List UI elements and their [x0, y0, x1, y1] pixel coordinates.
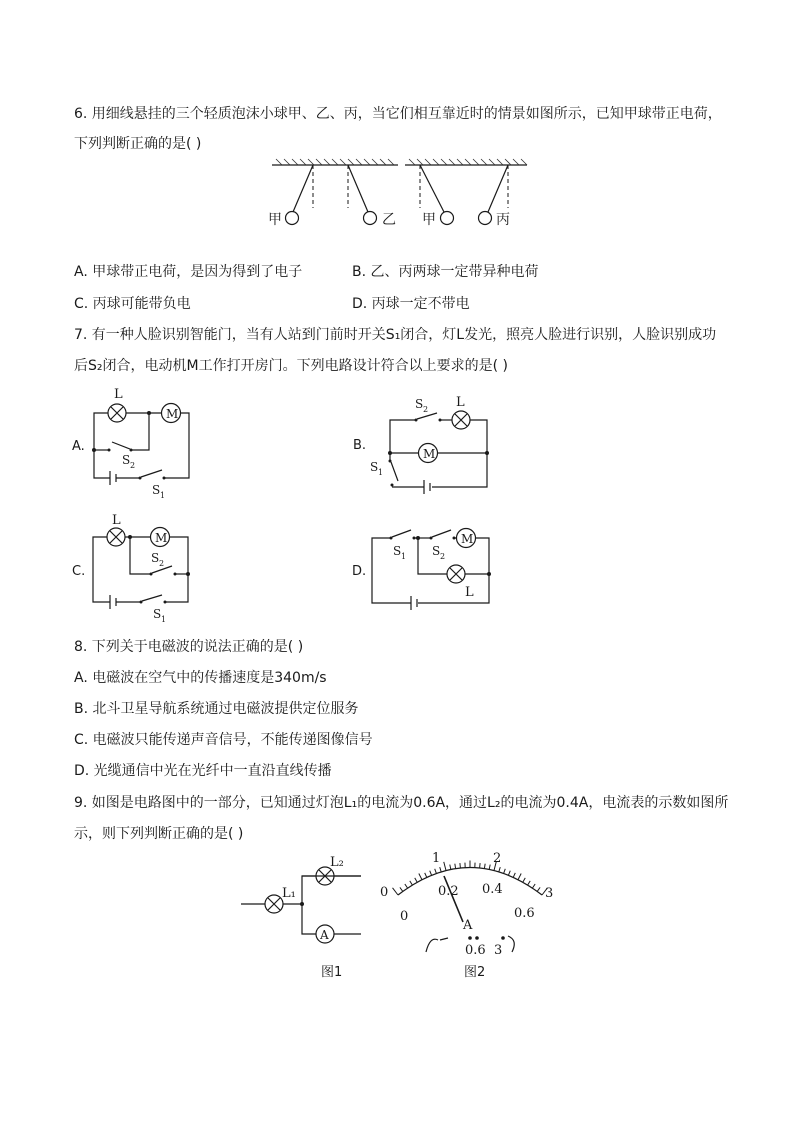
dial-tick [440, 867, 441, 872]
svg-text:B.: B. [353, 438, 367, 453]
svg-text:L: L [114, 387, 123, 402]
dial-tick [489, 865, 490, 870]
svg-text:S: S [370, 460, 379, 474]
svg-text:3: 3 [494, 943, 503, 958]
svg-text:2: 2 [440, 552, 446, 561]
q9-stem-line2: 示，则下列判断正确的是( ) [74, 826, 244, 842]
svg-text:S: S [152, 483, 161, 497]
svg-text:2: 2 [159, 559, 165, 568]
dial-tick [430, 871, 432, 876]
svg-text:1: 1 [401, 552, 407, 561]
svg-text:S: S [393, 544, 402, 558]
q9-stem-line1: 9. 如图是电路图中的一部分，已知通过灯泡L₁的电流为0.6A，通过L₂的电流为0.4A，电流表的示数如图所 [74, 795, 729, 811]
dial-tick [425, 873, 427, 878]
svg-text:0: 0 [400, 909, 409, 924]
dial-tick [435, 869, 437, 874]
q8-option-b: B. 北斗卫星导航系统通过电磁波提供定位服务 [74, 701, 359, 717]
dial-tick [537, 887, 540, 891]
svg-text:L: L [465, 585, 474, 600]
svg-text:M: M [166, 407, 179, 421]
q6-option-c: C. 丙球可能带负电 [74, 296, 191, 312]
svg-text:D.: D. [352, 564, 367, 579]
svg-text:S: S [432, 544, 441, 558]
dial-tick [504, 869, 506, 874]
dial-tick [523, 878, 525, 882]
q6-option-d: D. 丙球一定不带电 [352, 296, 470, 312]
svg-text:S: S [122, 453, 131, 467]
svg-text:1: 1 [432, 851, 441, 866]
svg-text:S: S [151, 551, 160, 565]
svg-text:3: 3 [545, 886, 554, 901]
svg-text:0: 0 [380, 885, 389, 900]
svg-text:A.: A. [72, 439, 85, 454]
dial-tick [532, 884, 535, 888]
q8-option-c: C. 电磁波只能传递声音信号，不能传递图像信号 [74, 732, 373, 748]
svg-text:L₂: L₂ [330, 855, 344, 870]
q6-stem-line2: 下列判断正确的是( ) [74, 136, 202, 152]
svg-text:0.4: 0.4 [482, 882, 503, 897]
dial-tick [513, 873, 515, 878]
svg-text:0.6: 0.6 [465, 943, 486, 958]
dial-tick [393, 888, 398, 895]
q6-option-a: A. 甲球带正电荷，是因为得到了电子 [74, 264, 303, 280]
svg-text:0.2: 0.2 [438, 884, 459, 899]
svg-text:M: M [461, 532, 474, 546]
q8-option-d: D. 光缆通信中光在光纤中一直沿直线传播 [74, 763, 332, 779]
q7-stem-line1: 7. 有一种人脸识别智能门，当有人站到门前时开关S₁闭合，灯L发光，照亮人脸进行识别，人脸识别成功 [74, 327, 717, 343]
q6-option-b: B. 乙、丙两球一定带异种电荷 [352, 264, 539, 280]
dial-arc [398, 868, 542, 896]
needle [444, 876, 463, 922]
svg-text:2: 2 [130, 461, 136, 470]
svg-text:S: S [415, 397, 424, 411]
dial-tick [528, 881, 531, 885]
svg-text:S: S [153, 607, 162, 621]
svg-text:2: 2 [493, 851, 502, 866]
q8-option-a: A. 电磁波在空气中的传播速度是340m/s [74, 670, 327, 686]
svg-text:M: M [155, 531, 168, 545]
label-jia: 甲 [268, 212, 282, 228]
svg-text:M: M [423, 447, 436, 461]
dial-tick [518, 873, 521, 879]
dial-tick [410, 881, 413, 885]
dial-tick [444, 862, 446, 871]
svg-text:A: A [320, 928, 329, 942]
svg-text:2: 2 [423, 405, 429, 414]
dial-tick [499, 867, 500, 872]
dial-tick [455, 864, 456, 869]
svg-text:L₁: L₁ [282, 886, 296, 901]
dial-tick [400, 887, 403, 891]
dial-tick [480, 863, 481, 868]
fig2-caption: 图2 [464, 965, 486, 980]
label-jia2: 甲 [422, 212, 436, 228]
svg-text:1: 1 [378, 468, 384, 477]
fig1-caption: 图1 [321, 965, 343, 980]
svg-text:C.: C. [72, 564, 86, 579]
dial-tick [484, 864, 485, 869]
q8-stem: 8. 下列关于电磁波的说法正确的是( ) [74, 639, 304, 655]
svg-text:1: 1 [160, 491, 166, 500]
dial-tick [460, 863, 461, 868]
svg-text:L: L [112, 513, 121, 528]
svg-text:A: A [463, 918, 473, 933]
svg-text:0.6: 0.6 [514, 906, 535, 921]
dial-tick [419, 873, 422, 879]
label-bing: 丙 [496, 212, 510, 228]
svg-text:1: 1 [161, 615, 167, 624]
dial-tick [450, 865, 451, 870]
svg-text:L: L [456, 395, 465, 410]
q7-stem-line2: 后S₂闭合，电动机M工作打开房门。下列电路设计符合以上要求的是( ) [74, 358, 508, 374]
dial-tick [415, 878, 417, 882]
dial-tick [508, 871, 510, 876]
dial-tick [405, 884, 408, 888]
q6-stem-line1: 6. 用细线悬挂的三个轻质泡沫小球甲、乙、丙，当它们相互靠近时的情景如图所示，已知甲球带正电荷， [74, 106, 722, 122]
label-yi: 乙 [382, 212, 396, 228]
